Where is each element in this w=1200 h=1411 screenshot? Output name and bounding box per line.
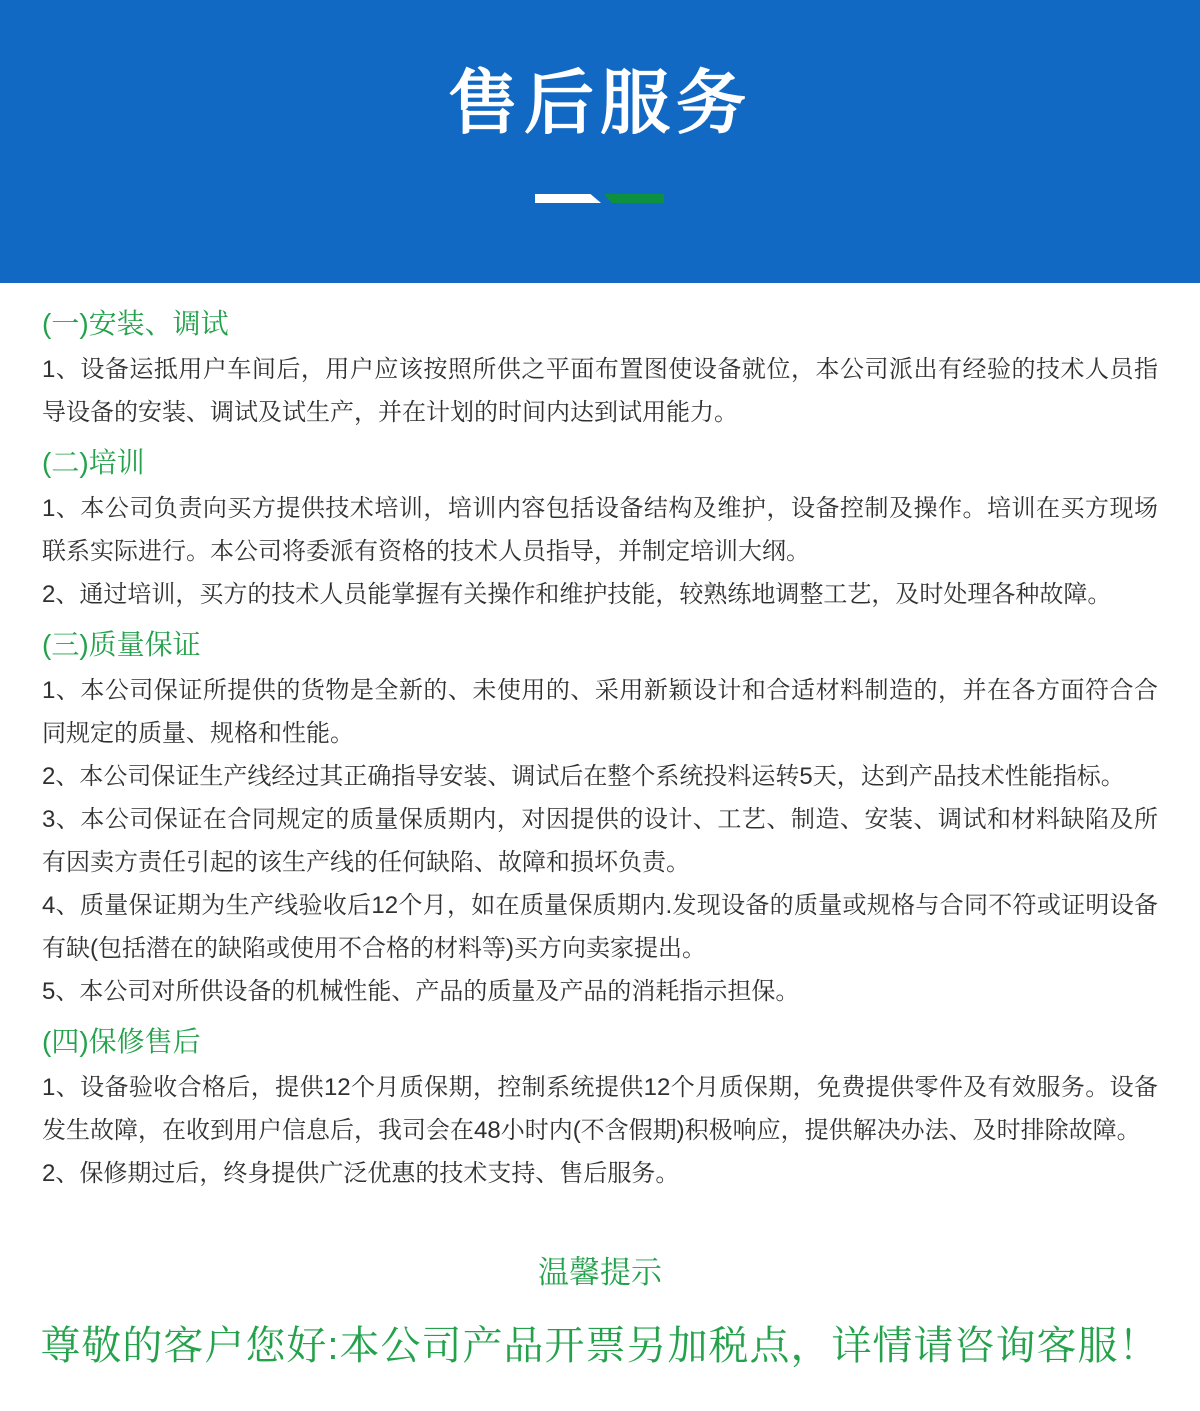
- section-heading: (三)质量保证: [42, 629, 201, 660]
- section-paragraph: 5、本公司对所供设备的机械性能、产品的质量及产品的消耗指示担保。: [42, 978, 800, 1005]
- divider-green-segment: [604, 194, 664, 203]
- service-sections: [0, 283, 1200, 1195]
- service-section: [42, 625, 1158, 1013]
- notice-message: 尊敬的客户您好:本公司产品开票另加税点，详情请咨询客服！: [40, 1324, 1160, 1368]
- section-heading: (四)保修售后: [42, 1026, 201, 1057]
- section-paragraph: 1、本公司保证所提供的货物是全新的、未使用的、采用新颖设计和合适材料制造的，并在各方面符合合同规定的质量、规格和性能。: [42, 677, 1158, 747]
- notice-footer: [0, 1195, 1200, 1411]
- divider-white-segment: [535, 194, 601, 203]
- section-heading: (一)安装、调试: [42, 308, 229, 339]
- section-paragraph: 2、通过培训，买方的技术人员能掌握有关操作和维护技能，较熟练地调整工艺，及时处理各种故障。: [42, 581, 1112, 608]
- banner: [0, 0, 1200, 283]
- title-divider: [535, 194, 665, 203]
- service-section: [42, 1022, 1158, 1195]
- service-section: [42, 443, 1158, 616]
- section-heading: (二)培训: [42, 447, 145, 478]
- section-paragraph: 2、保修期过后，终身提供广泛优惠的技术支持、售后服务。: [42, 1160, 680, 1187]
- section-paragraph: 4、质量保证期为生产线验收后12个月，如在质量保质期内.发现设备的质量或规格与合同不符或证明设备有缺(包括潜在的缺陷或使用不合格的材料等)买方向卖家提出。: [42, 892, 1158, 962]
- notice-title: 温馨提示: [538, 1255, 662, 1290]
- section-paragraph: 1、设备运抵用户车间后，用户应该按照所供之平面布置图使设备就位，本公司派出有经验的技术人员指导设备的安装、调试及试生产，并在计划的时间内达到试用能力。: [42, 356, 1158, 426]
- section-paragraph: 1、设备验收合格后，提供12个月质保期，控制系统提供12个月质保期，免费提供零件及有效服务。设备发生故障，在收到用户信息后，我司会在48小时内(不含假期)积极响应，提供解决办法、及时排除故障。: [42, 1074, 1158, 1144]
- page-title: 售后服务: [448, 64, 752, 142]
- section-paragraph: 1、本公司负责向买方提供技术培训，培训内容包括设备结构及维护，设备控制及操作。培训在买方现场联系实际进行。本公司将委派有资格的技术人员指导，并制定培训大纲。: [42, 495, 1158, 565]
- section-paragraph: 2、本公司保证生产线经过其正确指导安装、调试后在整个系统投料运转5天，达到产品技术性能指标。: [42, 763, 1125, 790]
- section-paragraph: 3、本公司保证在合同规定的质量保质期内，对因提供的设计、工艺、制造、安装、调试和材料缺陷及所有因卖方责任引起的该生产线的任何缺陷、故障和损坏负责。: [42, 806, 1158, 876]
- service-section: [42, 304, 1158, 434]
